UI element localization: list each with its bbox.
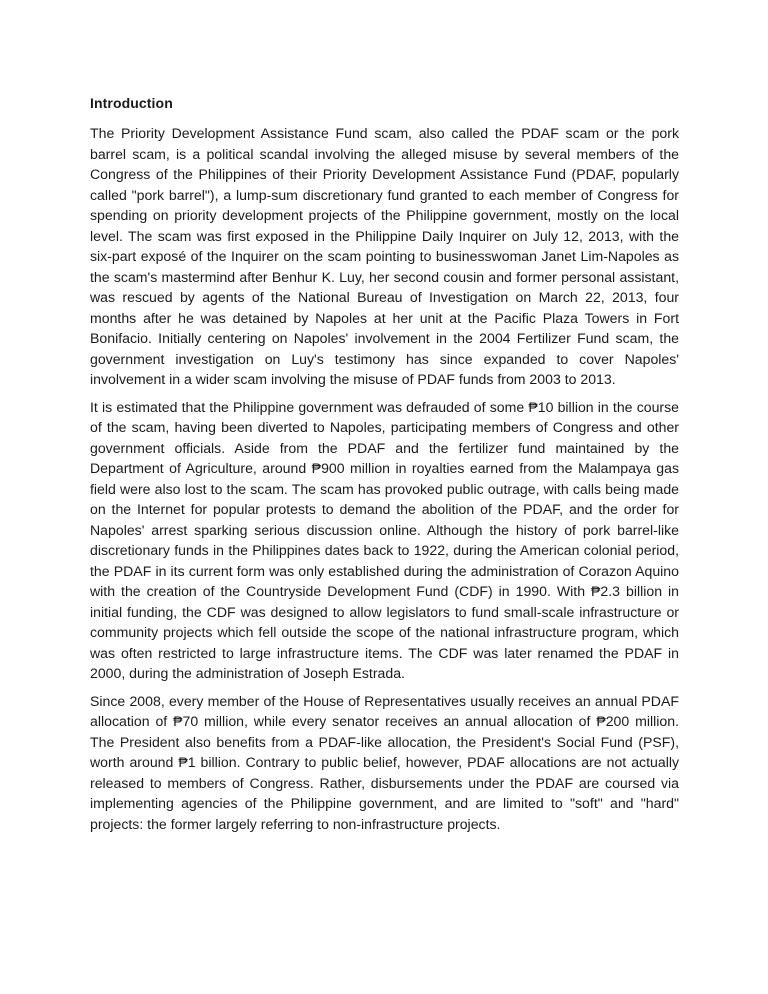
paragraph: It is estimated that the Philippine government was defrauded of some ₱10 billion in the course of the scam, having been diverted to Napoles, participating members of Congress and other government officials. Aside from the PDAF and the fertilizer fund maintained by the Department of Agriculture, around ₱900 million in royalties earned from the Malampaya gas field were also lost to the scam. The scam has provoked public outrage, with calls being made on the Internet for popular protests to demand the abolition of the PDAF, and the order for Napoles' arrest sparking serious discussion online. Although the history of pork barrel-like discretionary funds in the Philippines dates back to 1922, during the American colonial period, the PDAF in its current form was only established during the administration of Corazon Aquino with the creation of the Countryside Development Fund (CDF) in 1990. With ₱2.3 billion in initial funding, the CDF was designed to allow legislators to fund small-scale infrastructure or community projects which fell outside the scope of the national infrastructure program, which was often restricted to large infrastructure items. The CDF was later renamed the PDAF in 2000, during the administration of Joseph Estrada. [90, 398, 679, 681]
document-page [90, 94, 679, 841]
section-heading: Introduction [90, 95, 173, 111]
paragraph: Since 2008, every member of the House of Representatives usually receives an annual PDAF allocation of ₱70 million, while every senator receives an annual allocation of ₱200 million. The President also benefits from a PDAF-like allocation, the President's Social Fund (PSF), worth around ₱1 billion. Contrary to public belief, however, PDAF allocations are not actually released to members of Congress. Rather, disbursements under the PDAF are coursed via implementing agencies of the Philippine government, and are limited to "soft" and "hard" projects: the former largely referring to non-infrastructure projects. [90, 692, 679, 832]
paragraph: The Priority Development Assistance Fund scam, also called the PDAF scam or the pork barrel scam, is a political scandal involving the alleged misuse by several members of the Congress of the Philippines of their Priority Development Assistance Fund (PDAF, popularly called "pork barrel"), a lump-sum discretionary fund granted to each member of Congress for spending on priority development projects of the Philippine government, mostly on the local level. The scam was first exposed in the Philippine Daily Inquirer on July 12, 2013, with the six-part exposé of the Inquirer on the scam pointing to businesswoman Janet Lim-Napoles as the scam's mastermind after Benhur K. Luy, her second cousin and former personal assistant, was rescued by agents of the National Bureau of Investigation on March 22, 2013, four months after he was detained by Napoles at her unit at the Pacific Plaza Towers in Fort Bonifacio. Initially centering on Napoles' involvement in the 2004 Fertilizer Fund scam, the government investigation on Luy's testimony has since expanded to cover Napoles' involvement in a wider scam involving the misuse of PDAF funds from 2003 to 2013. [90, 125, 679, 387]
